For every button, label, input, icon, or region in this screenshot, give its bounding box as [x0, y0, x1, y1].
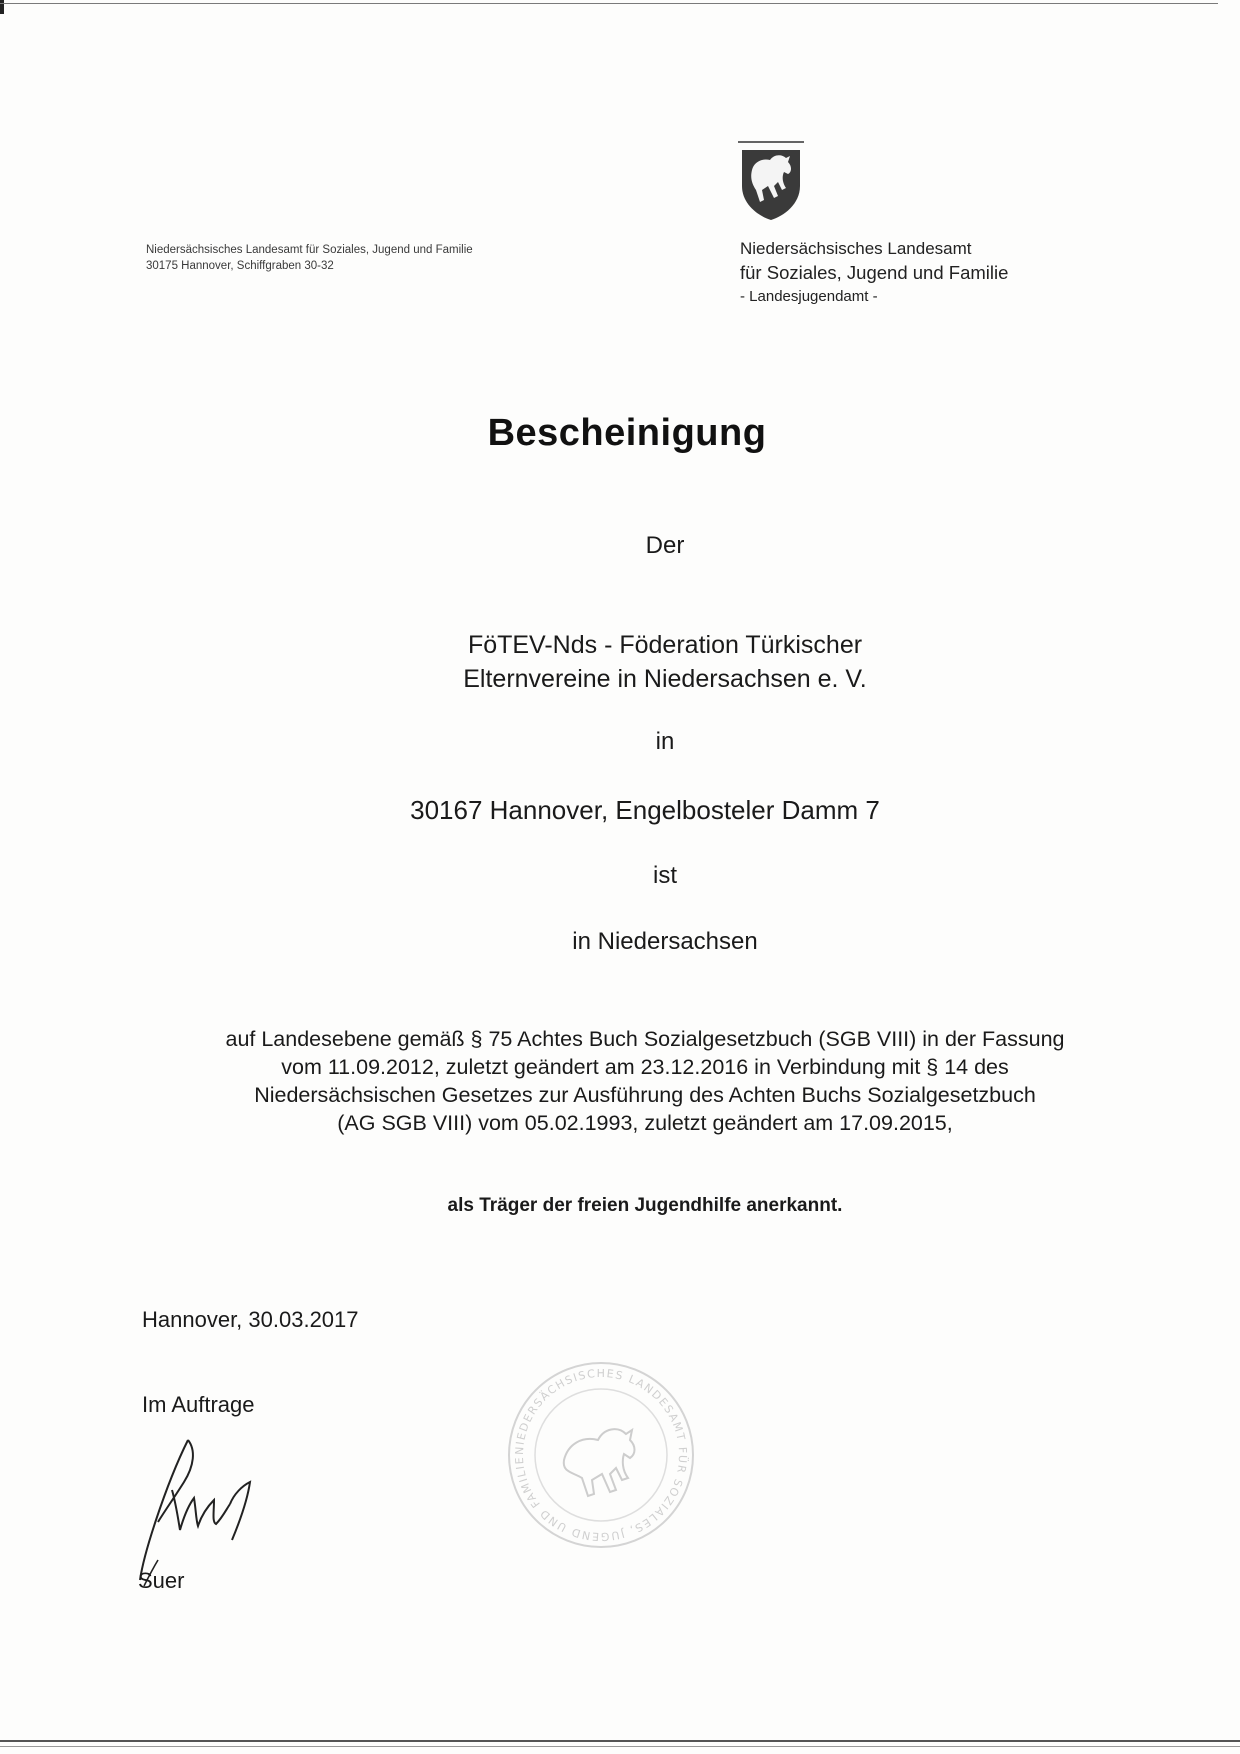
authority-line-1: Niedersächsisches Landesamt: [740, 239, 972, 258]
connector-in: in: [655, 728, 675, 755]
connector-ist: ist: [653, 862, 677, 889]
embossed-seal-icon: [506, 1360, 696, 1550]
document-title: Bescheinigung: [487, 412, 767, 454]
sender-address: [146, 242, 566, 274]
lower-saxony-horse-crest-icon: [738, 140, 804, 222]
legal-line-4: (AG SGB VIII) vom 05.02.1993, zuletzt geändert am 17.09.2015,: [337, 1111, 953, 1135]
region: in Niedersachsen: [572, 928, 758, 955]
bottom-scan-edge: [0, 1740, 1240, 1742]
authority-line-3: - Landesjugendamt -: [740, 288, 878, 305]
sender-line-2: 30175 Hannover, Schiffgraben 30-32: [146, 260, 334, 272]
recognition-statement: als Träger der freien Jugendhilfe anerkannt.: [447, 1195, 843, 1216]
intro-der: Der: [645, 532, 685, 559]
organization-line-2: Elternvereine in Niedersachsen e. V.: [463, 665, 867, 693]
signer-name: Suer: [138, 1568, 185, 1593]
place-and-date: Hannover, 30.03.2017: [142, 1307, 359, 1332]
legal-basis: [0, 1025, 1240, 1137]
organization-address: 30167 Hannover, Engelbosteler Damm 7: [410, 795, 880, 825]
issuing-authority: [740, 238, 1060, 308]
organization-name: [0, 628, 1240, 696]
legal-line-3: Niedersächsischen Gesetzes zur Ausführung des Achten Buchs Sozialgesetzbuch: [254, 1083, 1036, 1107]
legal-line-1: auf Landesebene gemäß § 75 Achtes Buch Sozialgesetzbuch (SGB VIII) in der Fassung: [225, 1027, 1065, 1051]
seal-text: NIEDERSÄCHSISCHES LANDESAMT FÜR SOZIALES, JUGEND UND FAMILIE: [512, 1366, 690, 1544]
sender-line-1: Niedersächsisches Landesamt für Soziales, Jugend und Familie: [146, 244, 473, 256]
authority-line-2: für Soziales, Jugend und Familie: [740, 262, 1009, 283]
legal-line-2: vom 11.09.2012, zuletzt geändert am 23.12.2016 in Verbindung mit § 14 des: [281, 1055, 1009, 1079]
svg-text:NIEDERSÄCHSISCHES LANDESAMT FÜ: [513, 1367, 689, 1543]
bottom-scan-edge-secondary: [0, 1746, 1240, 1747]
top-scan-edge: [0, 3, 1218, 4]
on-behalf-label: Im Auftrage: [142, 1392, 255, 1417]
organization-line-1: FöTEV-Nds - Föderation Türkischer: [467, 631, 863, 659]
